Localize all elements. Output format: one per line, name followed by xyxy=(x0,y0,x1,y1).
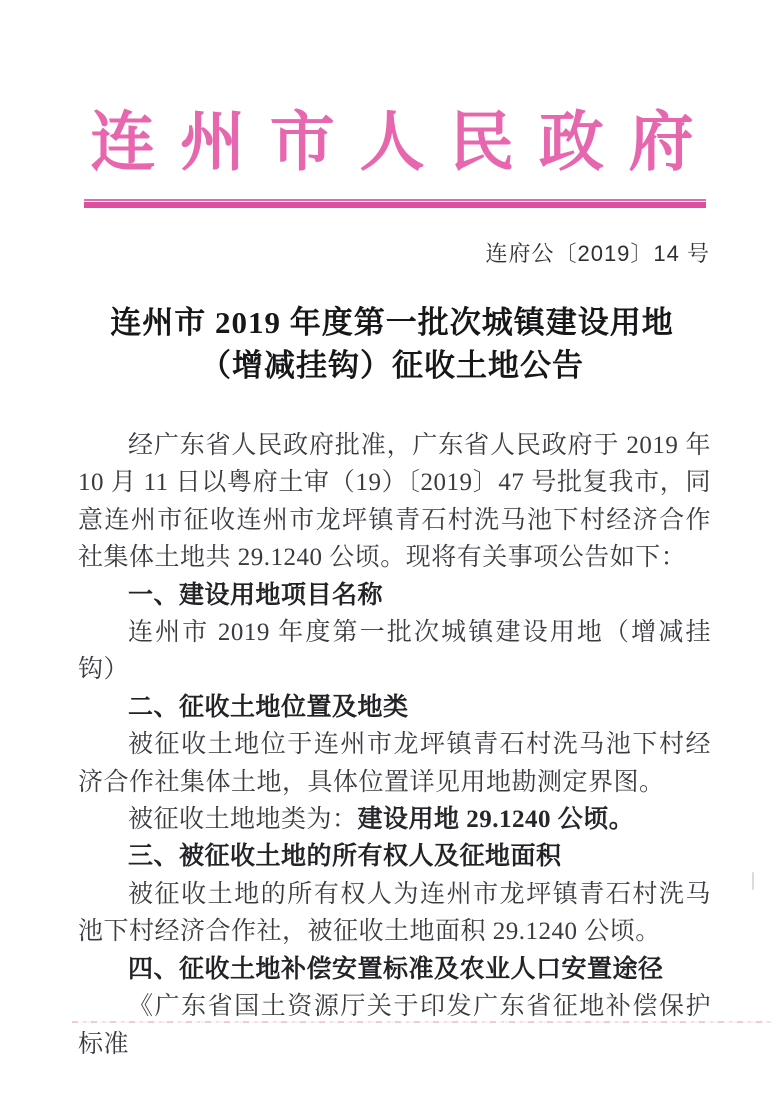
letterhead-rule-thin xyxy=(84,199,706,201)
body-paragraph-location: 被征收土地位于连州市龙坪镇青石村洗马池下村经济合作社集体土地，具体位置详见用地勘测定界图。 xyxy=(78,731,711,796)
body-paragraph-intro: 经广东省人民政府批准，广东省人民政府于 2019 年 10 月 11 日以粤府土审（19）〔2019〕47 号批复我市，同意连州市征收连州市龙坪镇青石村洗马池下村经济合作社集体土地共 29.1240 公顷。现将有关事项公告如下： xyxy=(78,432,711,572)
letterhead-double-rule xyxy=(84,199,706,209)
document-number: 连府公〔2019〕14 号 xyxy=(485,241,710,266)
scan-artifact-mark xyxy=(752,872,754,890)
body-paragraph-land-type xyxy=(78,801,711,838)
land-type-value: 建设用地 29.1240 公顷。 xyxy=(357,806,635,834)
section-heading-3: 三、被征收土地的所有权人及征地面积 xyxy=(128,842,562,871)
body-paragraph-project-name: 连州市 2019 年度第一批次城镇建设用地（增减挂钩） xyxy=(78,619,711,684)
document-title-line2: （增减挂钩）征收土地公告 xyxy=(200,348,584,383)
section-heading-4: 四、征收土地补偿安置标准及农业人口安置途径 xyxy=(128,954,664,983)
land-type-label: 被征收土地地类为： xyxy=(128,806,358,834)
body-paragraph-owner: 被征收土地的所有权人为连州市龙坪镇青石村洗马池下村经济合作社，被征收土地面积 29.1240 公顷。 xyxy=(78,880,711,946)
scan-artifact-line xyxy=(72,1021,772,1023)
body-paragraph-compensation: 《广东省国土资源厅关于印发广东省征地补偿保护标准 xyxy=(78,993,711,1058)
document-body xyxy=(78,427,711,1063)
letterhead-rule-thick xyxy=(84,202,706,208)
document-title-line1: 连州市 2019 年度第一批次城镇建设用地 xyxy=(110,305,674,340)
section-heading-1: 一、建设用地项目名称 xyxy=(128,580,384,609)
letterhead-agency-name: 连州市人民政府 xyxy=(90,107,719,179)
document-title xyxy=(0,301,784,387)
section-heading-2: 二、征收土地位置及地类 xyxy=(128,692,409,721)
